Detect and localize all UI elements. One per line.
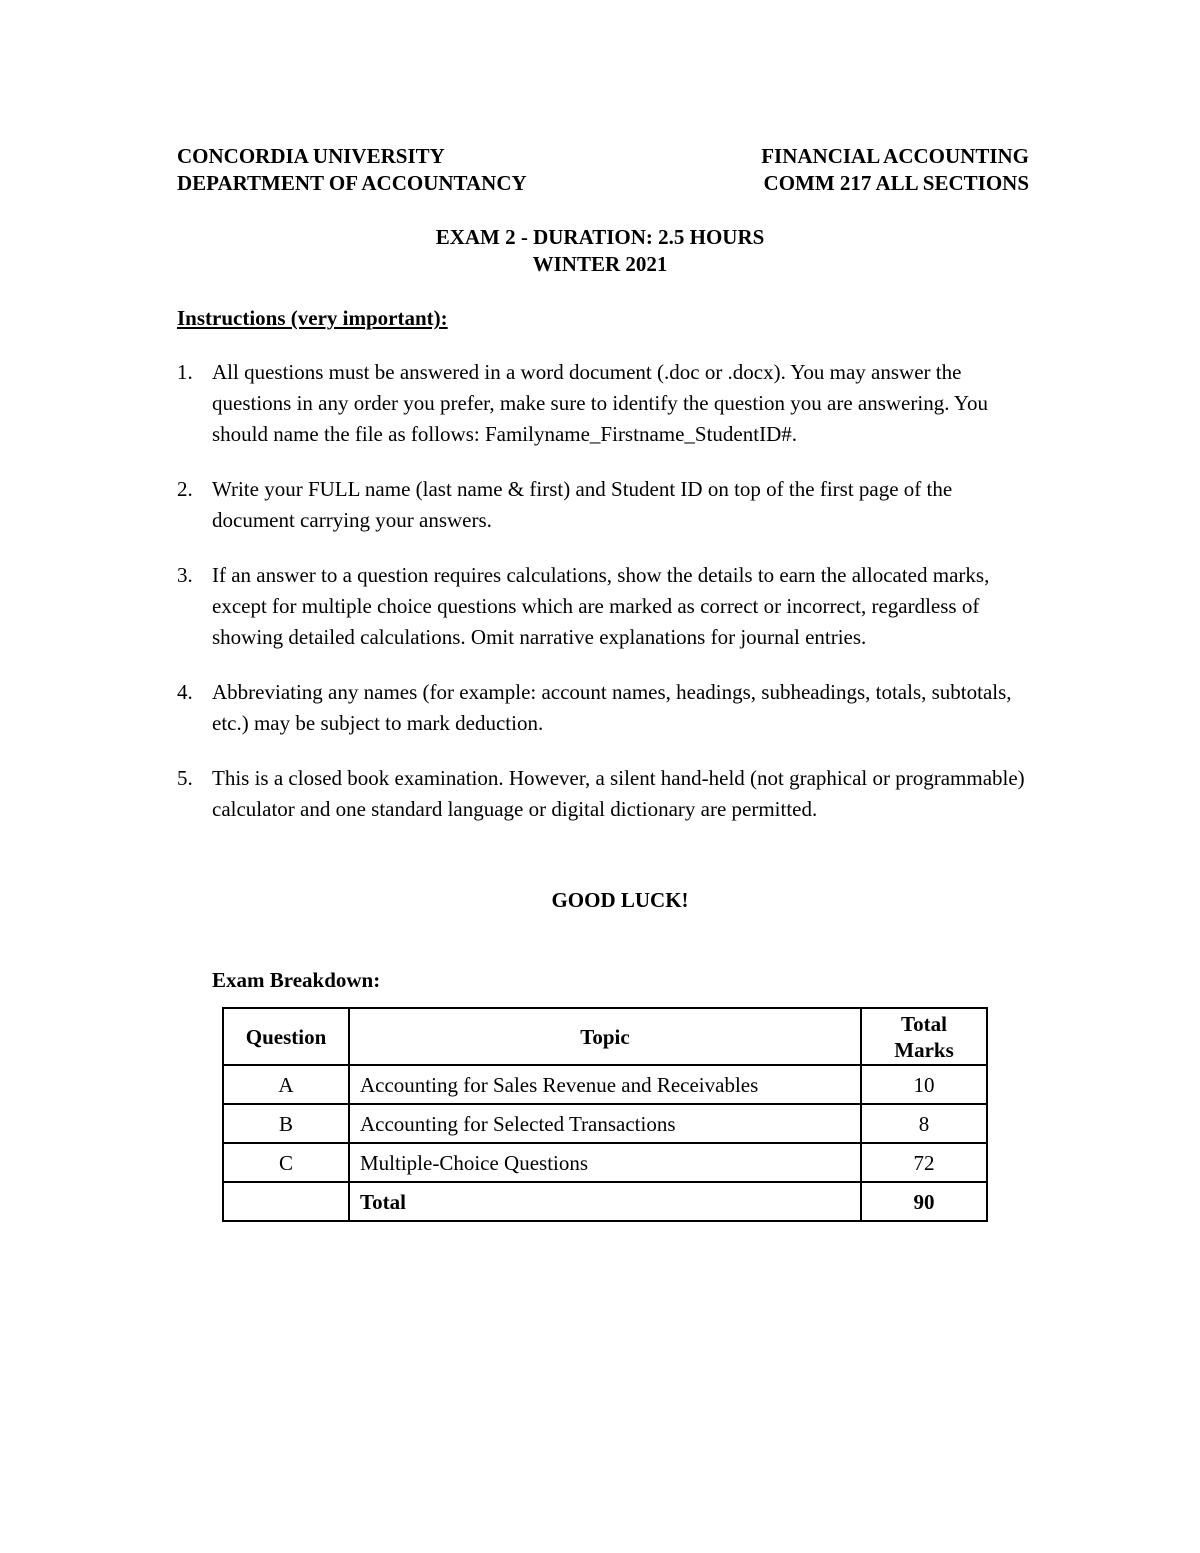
exam-title: EXAM 2 - DURATION: 2.5 HOURS bbox=[435, 225, 765, 249]
instructions-list bbox=[177, 357, 1037, 849]
instruction-item bbox=[177, 357, 1037, 450]
header-marks-line2: Marks bbox=[894, 1037, 954, 1062]
instruction-number: 2. bbox=[177, 477, 193, 501]
instruction-item bbox=[177, 763, 1037, 825]
breakdown-title: Exam Breakdown: bbox=[212, 968, 381, 992]
cell-question: A bbox=[223, 1065, 349, 1104]
cell-question: C bbox=[223, 1143, 349, 1182]
instruction-number: 1. bbox=[177, 360, 193, 384]
instruction-item bbox=[177, 560, 1037, 653]
cell-marks: 8 bbox=[861, 1104, 987, 1143]
cell-question: B bbox=[223, 1104, 349, 1143]
cell-total-question bbox=[223, 1182, 349, 1221]
table-header-row bbox=[223, 1008, 987, 1065]
cell-marks: 72 bbox=[861, 1143, 987, 1182]
instruction-item bbox=[177, 474, 1037, 536]
instruction-number: 5. bbox=[177, 766, 193, 790]
cell-total-marks: 90 bbox=[861, 1182, 987, 1221]
instruction-number: 4. bbox=[177, 680, 193, 704]
exam-term: WINTER 2021 bbox=[532, 252, 668, 276]
exam-breakdown-table bbox=[222, 1007, 988, 1222]
course-code: COMM 217 ALL SECTIONS bbox=[763, 171, 1029, 195]
table-row bbox=[223, 1143, 987, 1182]
cell-total-label: Total bbox=[349, 1182, 861, 1221]
department-name: DEPARTMENT OF ACCOUNTANCY bbox=[177, 171, 527, 195]
instruction-text: Write your FULL name (last name & first) and Student ID on top of the first page of the document carrying your answers. bbox=[212, 477, 953, 532]
cell-topic: Multiple-Choice Questions bbox=[349, 1143, 861, 1182]
table-row bbox=[223, 1104, 987, 1143]
instruction-text: All questions must be answered in a word document (.doc or .docx). You may answer the questions in any order you prefer, make sure to identify the question you are answering. You should name the file as follows: Familyname_Firstname_StudentID#. bbox=[212, 360, 988, 446]
cell-topic: Accounting for Sales Revenue and Receivables bbox=[349, 1065, 861, 1104]
header-row-1 bbox=[177, 143, 1029, 170]
instruction-text: This is a closed book examination. However, a silent hand-held (not graphical or programmable) calculator and one standard language or digital dictionary are permitted. bbox=[212, 766, 1025, 821]
cell-topic: Accounting for Selected Transactions bbox=[349, 1104, 861, 1143]
header-total-marks bbox=[861, 1008, 987, 1065]
instruction-number: 3. bbox=[177, 563, 193, 587]
course-name: FINANCIAL ACCOUNTING bbox=[761, 144, 1029, 168]
instructions-heading: Instructions (very important): bbox=[177, 306, 448, 330]
university-name: CONCORDIA UNIVERSITY bbox=[177, 144, 445, 168]
instruction-item bbox=[177, 677, 1037, 739]
table-row bbox=[223, 1065, 987, 1104]
instruction-text: Abbreviating any names (for example: account names, headings, subheadings, totals, subtotals, etc.) may be subject to mark deduction. bbox=[212, 680, 1012, 735]
header-row-2 bbox=[177, 170, 1029, 197]
good-luck-text: GOOD LUCK! bbox=[551, 888, 689, 912]
header-question: Question bbox=[223, 1008, 349, 1065]
header-topic: Topic bbox=[349, 1008, 861, 1065]
instruction-text: If an answer to a question requires calculations, show the details to earn the allocated marks, except for multiple choice questions which are marked as correct or incorrect, regardless of showing detailed calculations. Omit narrative explanations for journal entries. bbox=[212, 563, 990, 649]
header-marks-line1: Total bbox=[901, 1011, 947, 1036]
table-total-row bbox=[223, 1182, 987, 1221]
cell-marks: 10 bbox=[861, 1065, 987, 1104]
